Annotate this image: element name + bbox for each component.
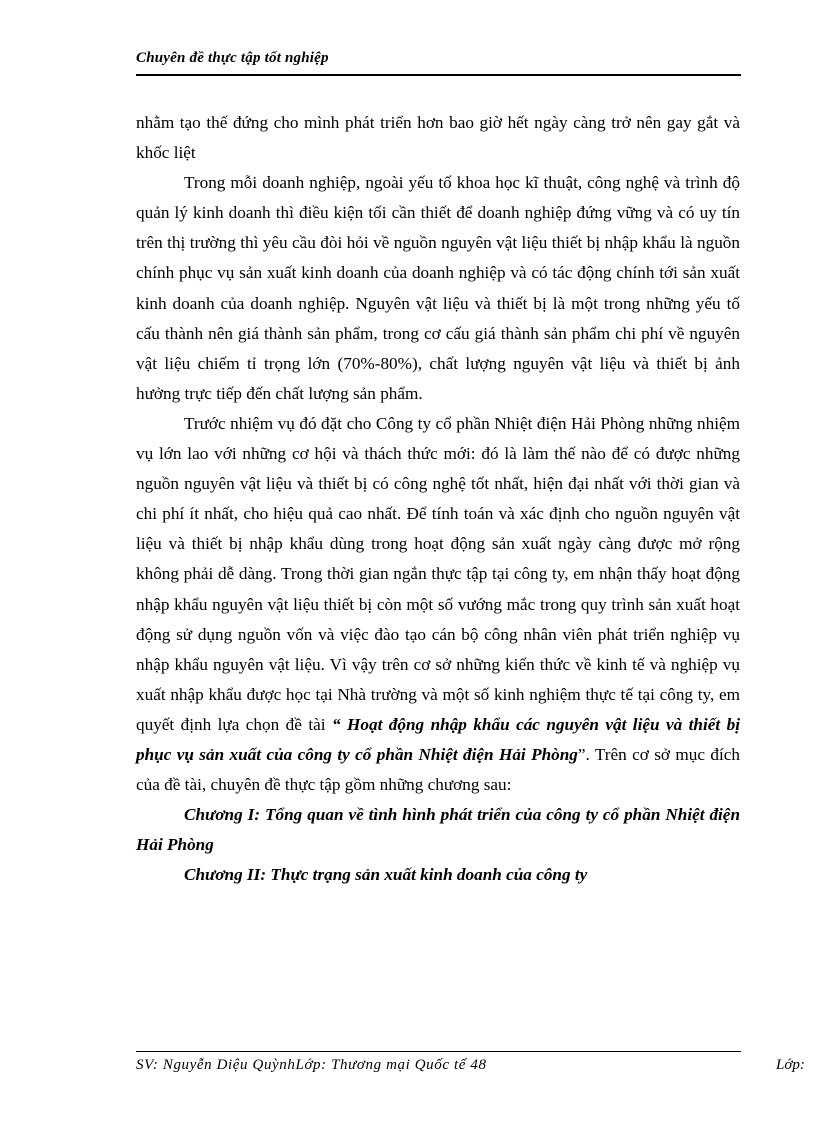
paragraph-continuation: nhằm tạo thế đứng cho mình phát triển hơn bao giờ hết ngày càng trở nên gay gắt và khốc liệt	[136, 113, 740, 163]
page-header	[136, 50, 741, 76]
footer-class-label: Lớp:	[776, 1057, 805, 1073]
paragraph-topic-text: Trước nhiệm vụ đó đặt cho Công ty cổ phần Nhiệt điện Hải Phòng những nhiệm vụ lớn lao với những cơ hội và thách thức mới: đó là làm thế nào để có được những nguồn nguyên vật liệu và thiết bị có công nghệ tốt nhất, hiện đại nhất với thời gian và chi phí ít nhất, cho hiệu quả cao nhất. Để tính toán và xác định cho nguồn nguyên vật liệu và thiết bị nhập khẩu dùng trong hoạt động sản xuất ngày càng được mở rộng không phải dễ dàng. Trong thời gian ngắn thực tập tại công ty, em nhận thấy hoạt động nhập khẩu nguyên vật liệu thiết bị còn một số vướng mắc trong quy trình sản xuất hoạt động sử dụng nguồn vốn và việc đào tạo cán bộ công nhân viên phát triển nghiệp vụ nhập khẩu nguyên vật liệu. Vì vậy trên cơ sở những kiến thức về kinh tế và nghiệp vụ xuất nhập khẩu được học tại Nhà trường và một số kinh nghiệm thực tế tại công ty, em quyết định lựa chọn đề tài	[136, 413, 740, 734]
chapter-2-heading: Chương II: Thực trạng sản xuất kinh doanh của công ty	[184, 865, 588, 885]
chapter-1-heading: Chương I: Tổng quan về tình hình phát triển của công ty cổ phần Nhiệt điện Hải Phòng	[136, 805, 740, 855]
paragraph-enterprise-materials: Trong mỗi doanh nghiệp, ngoài yếu tố khoa học kĩ thuật, công nghệ và trình độ quản lý kinh doanh thì điều kiện tối cần thiết để doanh nghiệp đứng vững và có uy tín trên thị trường thì yêu cầu đòi hỏi về nguồn nguyên vật liệu thiết bị nhập khẩu là nguồn chính phục vụ sản xuất kinh doanh của doanh nghiệp và có tác động chính tới sản xuất kinh doanh của doanh nghiệp. Nguyên vật liệu và thiết bị là một trong những yếu tố cấu thành nên giá thành sản phẩm, trong cơ cấu giá thành sản phẩm chi phí về nguyên vật liệu chiếm tỉ trọng lớn (70%-80%), chất lượng nguyên vật liệu và thiết bị ảnh hưởng trực tiếp đến chất lượng sản phẩm.	[136, 173, 740, 403]
header-title: Chuyên đề thực tập tốt nghiệp	[136, 50, 329, 66]
paragraph-topic-ending: ”. Trên cơ sở mục đích của đề tài, chuyên đề thực tập gồm những chương sau:	[136, 744, 740, 795]
footer-rule	[136, 1051, 741, 1052]
footer-student-info: SV: Nguyễn Diệu QuỳnhLớp: Thương mại Quốc tế 48	[136, 1057, 487, 1073]
thesis-topic-title: “ Hoạt động nhập khẩu các nguyên vật liệu và thiết bị phục vụ sản xuất của công ty cổ phần Nhiệt điện Hải Phòng	[136, 714, 740, 764]
document-body	[136, 108, 740, 890]
paragraph-topic-selection	[136, 409, 740, 800]
